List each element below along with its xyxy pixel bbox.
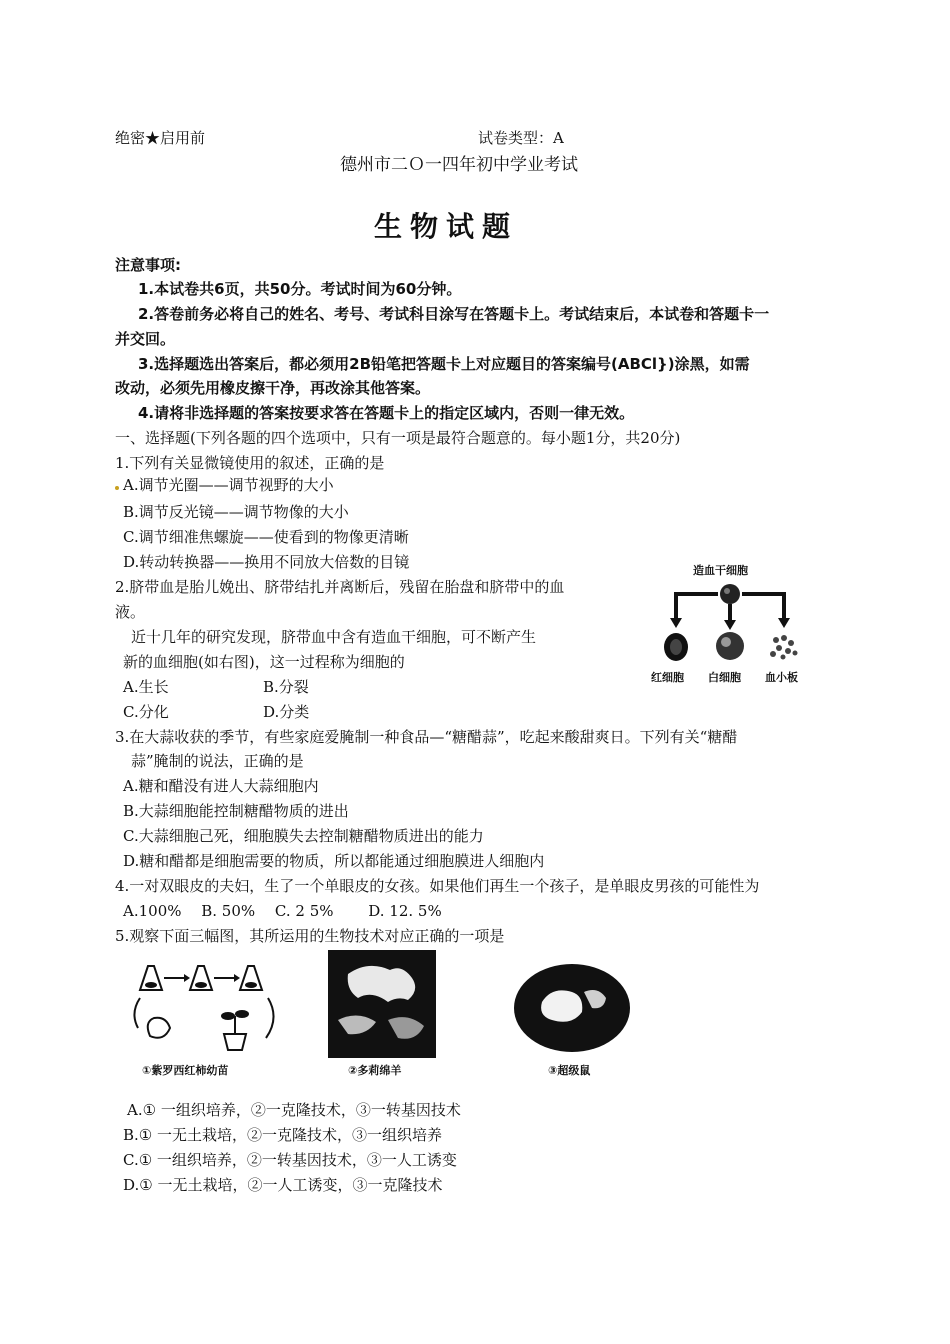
q2-option-a: A.生长 (123, 678, 169, 696)
red-blood-cell-center (670, 639, 682, 655)
q2-stem-line-3: 近十几年的研究发现，脐带血中含有造血干细胞，可不断产生 (131, 628, 537, 646)
arrowhead-left (670, 618, 682, 628)
arrowhead-1 (184, 974, 190, 982)
q3-stem-line-1: 3.在大蒜收获的季节，有些家庭爱腌制一种食品—“糖醋蒜”，吃起来酸甜爽日。下列有关“糖醋 (115, 728, 738, 746)
leaf-right (235, 1010, 249, 1018)
arrow-right (742, 594, 784, 620)
q5-stem: 5.观察下面三幅图，其所运用的生物技术对应正确的一项是 (115, 927, 505, 945)
q5-figure-1 (120, 958, 280, 1078)
plant-pot (224, 1034, 246, 1050)
culture-3 (245, 982, 257, 988)
q4-stem: 4.一对双眼皮的夫妇，生了一个单眼皮的女孩。如果他们再生一个孩子，是单眼皮男孩的可能性为 (115, 877, 760, 895)
white-blood-cell-nucleus (721, 637, 731, 647)
stem-cell-highlight (724, 588, 730, 594)
arrowhead-2 (234, 974, 240, 982)
q5-figure-3 (512, 962, 636, 1080)
q1-option-b: B.调节反光镜——调节物像的大小 (123, 503, 349, 521)
note-3-line-2: 改动，必须先用橡皮擦干净，再改涂其他答案。 (115, 379, 431, 397)
q2-stem-line-2: 液。 (115, 603, 146, 621)
figure-label-red-cell: 红细胞 (651, 671, 684, 684)
section-heading: 一、选择题(下列各题的四个选项中，只有一项是最符合题意的。每小题1分，共20分) (115, 429, 681, 447)
curve-right (266, 998, 274, 1038)
stem-cell-shape (720, 584, 740, 604)
exam-name: 德州市二Ｏ一四年初中学业考试 (340, 155, 578, 175)
q5-figure-1-caption: ①紫罗西红柿幼苗 (142, 1064, 229, 1077)
q5-option-c: C.① 一组织培养，②一转基因技术，③一人工诱变 (123, 1151, 457, 1169)
q1-option-c: C.调节细准焦螺旋——使看到的物像更清晰 (123, 528, 409, 546)
q5-figure-2-caption: ②多莉绵羊 (348, 1064, 402, 1077)
q5-option-d: D.① 一无土栽培，②一人工诱变，③一克隆技术 (123, 1176, 443, 1194)
q2-option-d: D.分类 (263, 703, 310, 721)
figure-label-stem-cell: 造血干细胞 (693, 564, 748, 577)
white-blood-cell-shape (716, 632, 744, 660)
curve-left (134, 998, 140, 1028)
q3-option-d: D.糖和醋都是细胞需要的物质，所以都能通过细胞膜进人细胞内 (123, 852, 545, 870)
notes-heading: 注意事项: (115, 256, 181, 274)
q1-stem: 1.下列有关显微镜使用的叙述，正确的是 (115, 454, 385, 472)
q3-option-b: B.大蒜细胞能控制糖醋物质的进出 (123, 802, 349, 820)
tomato-leaf (148, 1018, 170, 1038)
q3-stem-line-2: 蒜”腌制的说法，正确的是 (131, 752, 304, 770)
q5-option-a: A.① 一组织培养，②一克隆技术，③一转基因技术 (127, 1101, 461, 1119)
q5-figure-3-caption: ③超级鼠 (548, 1064, 591, 1077)
stem-cell-figure (640, 558, 820, 688)
stray-dot (115, 486, 119, 490)
q3-option-a: A.糖和醋没有进人大蒜细胞内 (123, 777, 319, 795)
arrowhead-right (778, 618, 790, 628)
culture-1 (145, 982, 157, 988)
dolly-sheep-photo (328, 950, 436, 1058)
q2-option-c: C.分化 (123, 703, 169, 721)
q1-option-a: A.调节光圈——调节视野的大小 (123, 476, 334, 494)
platelets-shape (770, 635, 798, 660)
q5-option-b: B.① 一无土栽培，②一克隆技术，③一组织培养 (123, 1126, 443, 1144)
q2-option-b: B.分裂 (263, 678, 309, 696)
sheep-fleece (348, 966, 415, 1002)
confidential-label: 绝密★启用前 (115, 129, 206, 147)
paper-type: 试卷类型：A (478, 129, 564, 147)
culture-2 (195, 982, 207, 988)
q2-stem-line-1: 2.脐带血是胎儿娩出、脐带结扎并离断后，残留在胎盘和脐带中的血 (115, 578, 565, 596)
q3-option-c: C.大蒜细胞己死，细胞膜失去控制糖醋物质进出的能力 (123, 827, 484, 845)
note-2-line-2: 并交回。 (115, 330, 176, 348)
tissue-culture-drawing (120, 958, 280, 1058)
note-2-line-1: 2.答卷前务必将自己的姓名、考号、考试科目涂写在答题卡上。考试结束后，本试卷和答题卡一 (138, 305, 770, 323)
arrowhead-middle (724, 620, 736, 630)
figure-label-white-cell: 白细胞 (708, 671, 741, 684)
q4-options: A.100% B. 50% C. 2 5% D. 12. 5% (123, 902, 442, 920)
leaf-left (221, 1012, 235, 1020)
note-3-line-1: 3.选择题选出答案后，都必须用2B铅笔把答题卡上对应题目的答案编号(ABCl})涂黑，如需 (138, 355, 750, 373)
arrow-left (676, 594, 718, 620)
super-mouse-photo (512, 962, 632, 1054)
page-title: 生物试题 (374, 210, 519, 243)
note-1: 1.本试卷共6页，共50分。考试时间为60分钟。 (138, 280, 462, 298)
q5-figure-2 (328, 950, 438, 1080)
note-4: 4.请将非选择题的答案按要求答在答题卡上的指定区域内，否则一律无效。 (138, 404, 635, 422)
q1-option-d: D.转动转换器——换用不同放大倍数的目镜 (123, 553, 410, 571)
figure-label-platelet: 血小板 (765, 671, 798, 684)
q2-stem-line-4: 新的血细胞(如右图)，这一过程称为细胞的 (123, 653, 405, 671)
